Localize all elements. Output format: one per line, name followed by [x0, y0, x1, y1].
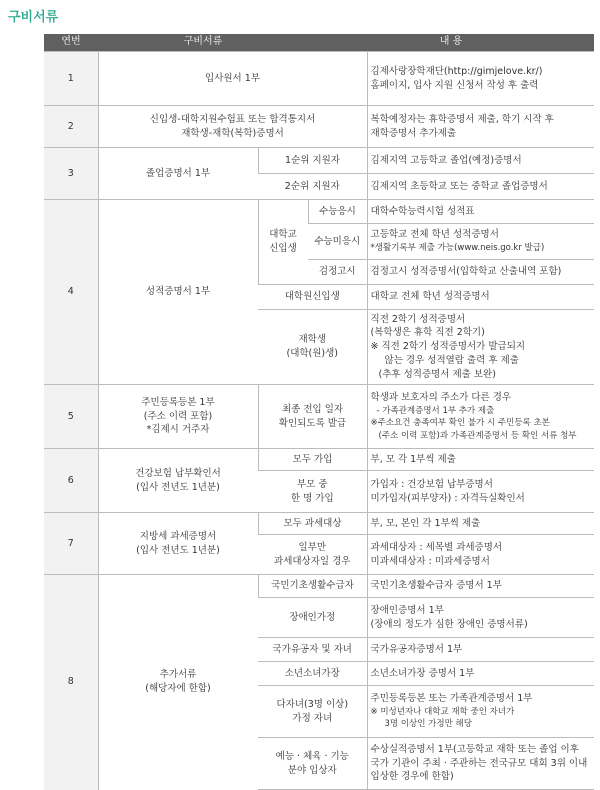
table-row	[44, 148, 594, 174]
document-name	[98, 106, 367, 148]
content-cell: 대학교 전체 학년 성적증명서	[367, 285, 594, 310]
document-name: 추가서류 (해당자에 한함)	[98, 575, 258, 790]
content-cell	[367, 686, 594, 738]
content-line: 장애인증명서 1부	[370, 604, 444, 616]
row-number: 2	[44, 106, 98, 148]
content-cell: 소년소녀가장 증명서 1부	[367, 662, 594, 686]
content-line: 고등학교 전체 학년 성적증명서	[370, 229, 499, 241]
content-line: 가입자 : 건강보험 납부증명서	[370, 478, 493, 490]
content-line: (장애의 정도가 심한 장애인 증명서류)	[370, 618, 528, 630]
sub-category: 검정고시	[308, 260, 367, 285]
document-name: 졸업증명서 1부	[98, 148, 258, 200]
sub-category: 수능미응시	[308, 224, 367, 260]
documents-table	[44, 34, 594, 790]
document-name: 주민등록등본 1부 (주소 이력 포함) *김제시 거주자	[98, 385, 258, 449]
content-note: *생활기록부 제출 가능(www.neis.go.kr 발급)	[370, 243, 545, 254]
sub-category: 예능 · 체육 · 기능 분야 입상자	[258, 738, 367, 790]
content-line: (복학생은 휴학 직전 2학기)	[370, 327, 485, 339]
sub-category: 재학생 (대학(원)생)	[258, 310, 367, 385]
table-row	[44, 449, 594, 471]
content-line: 않는 경우 성적열람 출력 후 제출	[384, 354, 519, 366]
row-number: 6	[44, 449, 98, 513]
content-cell	[367, 106, 594, 148]
content-line: 미과세대상자 : 미과세증명서	[370, 555, 490, 567]
sub-category: 소년소녀가장	[258, 662, 367, 686]
sub-category: 모두 과세대상	[258, 513, 367, 535]
row-number: 5	[44, 385, 98, 449]
content-cell	[367, 310, 594, 385]
document-line: 재학생-재학(복학)증명서	[181, 127, 284, 139]
content-line: (추후 성적증명서 제출 보완)	[378, 368, 496, 380]
sub-category: 모두 가입	[258, 449, 367, 471]
content-cell	[367, 738, 594, 790]
content-line: 김제사랑장학재단(http://gimjelove.kr/)	[370, 65, 543, 77]
header-docs: 구비서류	[98, 34, 308, 52]
sub-category: 1순위 지원자	[258, 148, 367, 174]
sub-category: 국가유공자 및 자녀	[258, 638, 367, 662]
content-line: ※ 직전 2학기 성적증명서가 발급되지	[370, 341, 526, 353]
sub-category: 국민기초생활수급자	[258, 575, 367, 598]
sub-category: 다자녀(3명 이상) 가정 자녀	[258, 686, 367, 738]
sub-category: 최종 전입 일자 확인되도록 발급	[258, 385, 367, 449]
content-cell	[367, 52, 594, 106]
content-line: 직전 2학기 성적증명서	[370, 313, 466, 325]
table-row	[44, 575, 594, 598]
content-cell: 대학수학능력시험 성적표	[367, 200, 594, 224]
sub-category: 대학원신입생	[258, 285, 367, 310]
content-cell	[367, 535, 594, 575]
header-num: 연번	[44, 34, 98, 52]
sub-category-group: 대학교 신입생	[258, 200, 308, 285]
content-cell: 부, 모 각 1부씩 제출	[367, 449, 594, 471]
content-line: 국가 기관이 주최 · 주관하는 전국규모 대회 3위 이내	[370, 757, 588, 769]
table-row	[44, 106, 594, 148]
content-cell	[367, 224, 594, 260]
sub-category: 장애인가정	[258, 598, 367, 638]
table-row	[44, 385, 594, 449]
content-line: 입상한 경우에 한함)	[370, 771, 454, 783]
content-cell: 부, 모, 본인 각 1부씩 제출	[367, 513, 594, 535]
content-cell: 김제지역 고등학교 졸업(예정)증명서	[367, 148, 594, 174]
content-line: 주민등록등본 또는 가족관계증명서 1부	[370, 693, 533, 705]
table-row	[44, 200, 594, 224]
content-note: ※주소요건 충족여부 확인 불가 시 주민등록 초본	[370, 418, 550, 429]
row-number: 1	[44, 52, 98, 106]
content-cell	[367, 471, 594, 513]
sub-category: 부모 중 한 명 가입	[258, 471, 367, 513]
content-cell: 검정고시 성적증명서(입학학교 산출내역 포함)	[367, 260, 594, 285]
row-number: 4	[44, 200, 98, 385]
content-line: 재학증명서 추가제출	[370, 127, 457, 139]
content-cell: 국민기초생활수급자 증명서 1부	[367, 575, 594, 598]
content-line: 미가입자(피부양자) : 자격득실확인서	[370, 492, 525, 504]
row-number: 7	[44, 513, 98, 575]
content-line: 학생과 보호자의 주소가 다른 경우	[370, 392, 512, 404]
content-line: 홈페이지, 입사 지원 신청서 작성 후 출력	[370, 79, 539, 91]
content-line: 수상실적증명서 1부(고등학교 재학 또는 졸업 이후	[370, 743, 579, 755]
content-line: - 가족관계증명서 1부 추가 제출	[376, 405, 495, 416]
document-name: 성적증명서 1부	[98, 200, 258, 385]
document-line: 신입생-대학지원수험표 또는 합격통지서	[149, 113, 316, 125]
table-row	[44, 513, 594, 535]
content-cell: 김제지역 초등학교 또는 중학교 졸업증명서	[367, 174, 594, 200]
content-line: 과세대상자 : 세목별 과세증명서	[370, 541, 503, 553]
content-cell: 국가유공자증명서 1부	[367, 638, 594, 662]
content-cell	[367, 598, 594, 638]
content-note: ※ 미성년자나 대학교 재학 중인 자녀가	[370, 707, 515, 718]
page-title: 구비서류	[8, 10, 59, 25]
content-cell	[367, 385, 594, 449]
table-header	[44, 34, 594, 52]
row-number: 8	[44, 575, 98, 790]
sub-category: 일부만 과세대상자일 경우	[258, 535, 367, 575]
row-number: 3	[44, 148, 98, 200]
content-note: 3명 이상인 가정만 해당	[384, 719, 472, 730]
document-name: 입사원서 1부	[98, 52, 367, 106]
document-name: 지방세 과세증명서 (입사 전년도 1년분)	[98, 513, 258, 575]
content-line: 복학예정자는 휴학증명서 제출, 학기 시작 후	[370, 113, 554, 125]
sub-category: 수능응시	[308, 200, 367, 224]
content-note: (주소 이력 포함)과 가족관계증명서 등 확인 서류 청부	[378, 430, 577, 441]
header-content: 내 용	[308, 34, 594, 52]
table-row	[44, 52, 594, 106]
sub-category: 2순위 지원자	[258, 174, 367, 200]
document-name: 건강보험 납부확인서 (입사 전년도 1년분)	[98, 449, 258, 513]
